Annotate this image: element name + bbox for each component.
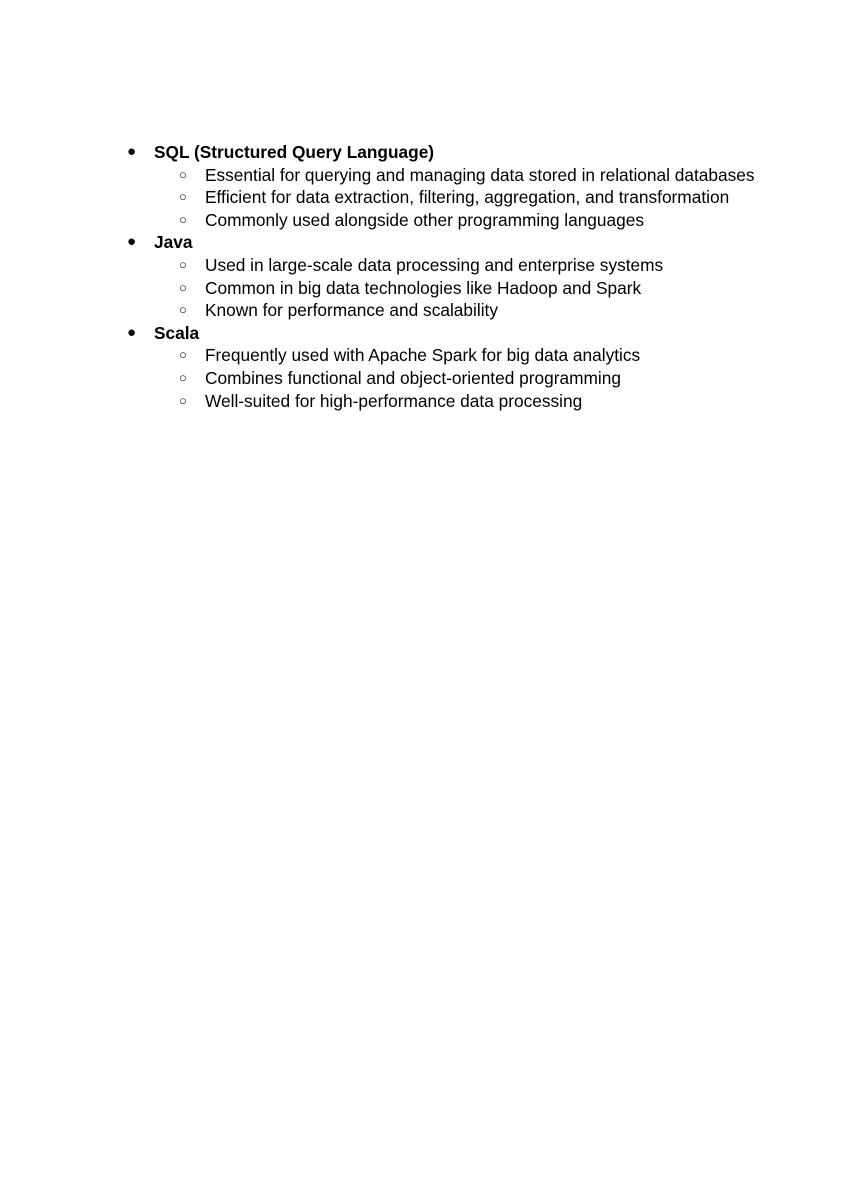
sub-list bbox=[154, 164, 767, 232]
sub-list-item bbox=[154, 254, 767, 277]
sub-list-item bbox=[154, 277, 767, 300]
section-title: Scala bbox=[154, 322, 200, 343]
sub-list bbox=[154, 344, 767, 412]
hollow-bullet-icon: ○ bbox=[179, 256, 187, 272]
hollow-bullet-icon: ○ bbox=[179, 166, 187, 182]
filled-bullet-icon: ● bbox=[127, 323, 137, 341]
section-title: Java bbox=[154, 232, 193, 253]
filled-bullet-icon: ● bbox=[127, 143, 137, 160]
sub-list-item bbox=[154, 164, 767, 187]
section-title: SQL (Structured Query Language) bbox=[154, 142, 435, 162]
sub-item-text: Essential for querying and managing data stored in relational databases bbox=[205, 164, 755, 185]
hollow-bullet-icon: ○ bbox=[179, 369, 187, 385]
sub-item-text: Known for performance and scalability bbox=[205, 300, 498, 321]
hollow-bullet-icon: ○ bbox=[179, 302, 187, 318]
sub-item-text: Combines functional and object-oriented programming bbox=[205, 367, 621, 388]
sub-item-text: Used in large-scale data processing and enterprise systems bbox=[205, 254, 664, 275]
list-item-scala bbox=[127, 322, 767, 412]
hollow-bullet-icon: ○ bbox=[179, 279, 187, 295]
hollow-bullet-icon: ○ bbox=[179, 189, 187, 205]
hollow-bullet-icon: ○ bbox=[179, 211, 187, 227]
sub-list-item bbox=[154, 299, 767, 322]
list-item-java bbox=[127, 231, 767, 321]
sub-list-item bbox=[154, 209, 767, 232]
sub-item-text: Well-suited for high-performance data processing bbox=[205, 390, 583, 411]
sub-list-item bbox=[154, 390, 767, 413]
sub-list bbox=[154, 254, 767, 322]
list-item-sql bbox=[127, 141, 767, 231]
sub-item-text: Frequently used with Apache Spark for big data analytics bbox=[205, 345, 641, 366]
sub-item-text: Common in big data technologies like Hadoop and Spark bbox=[205, 277, 642, 298]
sub-item-text: Efficient for data extraction, filtering, aggregation, and transformation bbox=[205, 187, 730, 208]
hollow-bullet-icon: ○ bbox=[179, 392, 187, 408]
sub-list-item bbox=[154, 186, 767, 209]
filled-bullet-icon: ● bbox=[127, 233, 137, 251]
language-list bbox=[127, 141, 767, 412]
sub-list-item bbox=[154, 367, 767, 390]
hollow-bullet-icon: ○ bbox=[179, 347, 187, 363]
sub-list-item bbox=[154, 344, 767, 367]
sub-item-text: Commonly used alongside other programming languages bbox=[205, 209, 645, 230]
